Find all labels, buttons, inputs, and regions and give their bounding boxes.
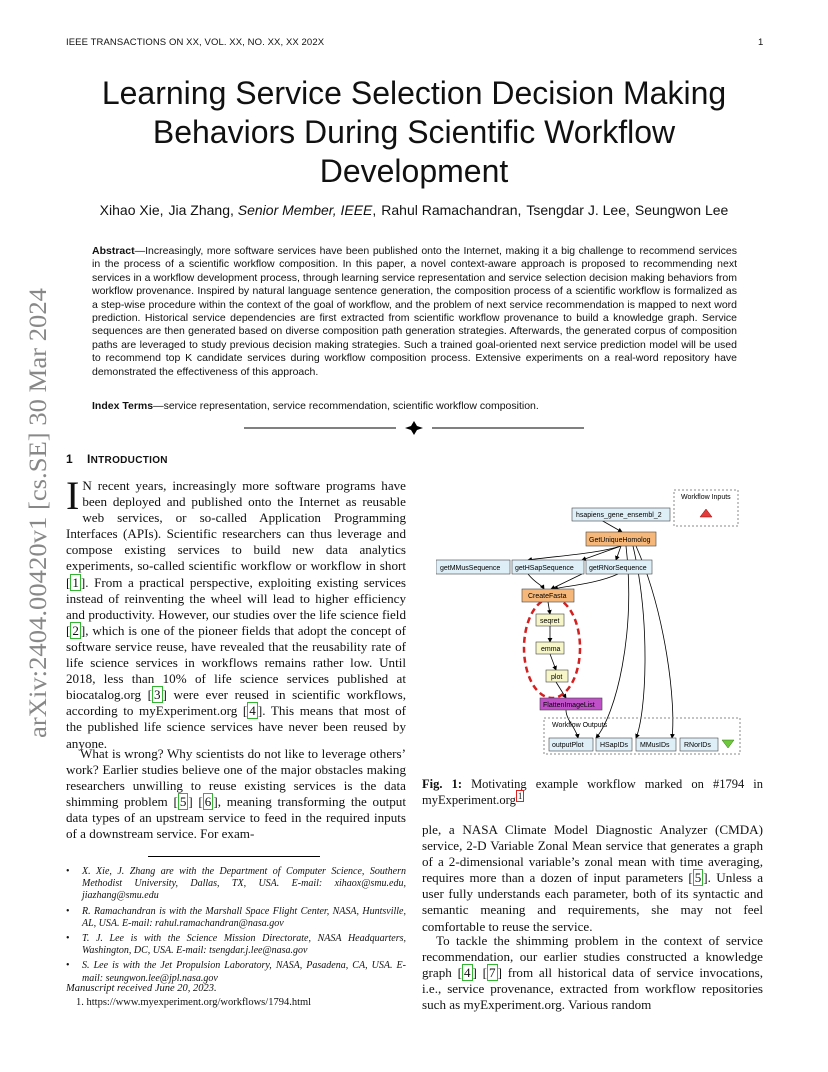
- intro-text: recent years, increasingly more software programs have been deployed and published onto the Internet as reusable web services, or so-called Application Programming Interfaces (APIs). Scientific researchers can thus leverage and compose existing services to build new data analytics experiments, so-called scientific workflow or workflow in short: [66, 478, 406, 574]
- bullet-icon: •: [66, 933, 70, 945]
- node-label: GetUniqueHomolog: [589, 537, 651, 544]
- intro-paragraph: I N recent years, increasingly more software programs have been deployed and published onto the Internet as reusable web services, or so-called Application Programming Interfaces (APIs). Scientific researchers can thus leverage and compose existing services to build new data analytics experiments, so-called scientific workflow or workflow in short [ 1 ]. From a practical perspective, exploiting existing services instead of reinventing the wheel will lead to higher efficiency and productivity. However, our studies over the life science field [ 2 ], which is one of the pioneer fields that adopt the concept of software service reuse, have revealed that the reusability rate of life science services in workflows remains rather low. Until 2018, less than 10% of life science services published at biocatalog.org [ 3 ] were ever reused in scientific workflows, according to myExperiment.org [ 4 ]. This means that most of the published life science services have never been reused by anyone.: [66, 473, 406, 751]
- caption-label: Fig. 1:: [422, 777, 462, 791]
- index-terms-text: —service representation, service recommendation, scientific workflow composition.: [153, 400, 539, 412]
- author-separator: ,: [372, 202, 377, 218]
- node-label: hsapiens_gene_ensembl_2: [576, 512, 662, 519]
- workflow-inputs-group: [674, 490, 738, 526]
- bullet-icon: •: [66, 866, 70, 877]
- footnote-link[interactable]: 1: [517, 791, 523, 801]
- affiliation-text: S. Lee is with the Jet Propulsion Laboratory, NASA, Pasadena, CA, USA. E-mail: seungwon.lee@jpl.nasa.gov: [82, 960, 406, 984]
- node-label: getHSapSequence: [515, 565, 574, 572]
- intro-text: were ever reused in scientific workflows, according to myExperiment.org: [66, 687, 406, 719]
- page-number: 1: [758, 37, 764, 48]
- footnote-rule: [148, 856, 320, 857]
- citation-link[interactable]: 5: [694, 870, 702, 886]
- affiliation-item: [66, 866, 406, 903]
- arxiv-stamp-text: arXiv:2404.00420v1 [cs.SE] 30 Mar 2024: [25, 315, 52, 738]
- citation-link[interactable]: 6: [204, 794, 212, 810]
- affiliation-text: T. J. Lee is with the Science Mission Directorate, NASA Headquarters, Washington, DC, USA. E-mail: tsengdar.j.lee@nasa.gov: [82, 933, 406, 957]
- citation-link[interactable]: 4: [463, 965, 471, 981]
- section-title-rest: NTRODUCTION: [90, 455, 168, 466]
- node-label: Workflow Outputs: [552, 722, 608, 729]
- journal-header: IEEE TRANSACTIONS ON XX, VOL. XX, NO. XX, XX 202X: [66, 37, 325, 48]
- paper-title: Learning Service Selection Decision Making Behaviors During Scientific Workflow Development: [101, 75, 727, 189]
- node-label: HSapIDs: [600, 742, 629, 749]
- arxiv-stamp: [14, 283, 54, 743]
- body-paragraph: ple, a NASA Climate Model Diagnostic Analyzer (CMDA) service, 2-D Variable Zonal Mean service that generates a graph of a 2-dimensional variable’s zonal mean with time averaging, requires more than a dozen of input parameters [ 5 ]. Unless a user fully understands each parameter, both of its syntactic and semantic meaning and requirements, she may not feel comfortable to reuse the service.: [422, 822, 764, 934]
- figure-caption: [422, 777, 763, 808]
- node-label: getRNorSequence: [589, 565, 647, 572]
- intro-text: . From a practical perspective, exploiting existing services instead of reinventing the wheel will lead to higher efficiency and productivity. However, our studies over the life science field: [66, 574, 406, 622]
- node-label: getMMusSequence: [440, 565, 501, 572]
- citation-link[interactable]: 3: [153, 687, 161, 703]
- node-label: MMusIDs: [640, 742, 670, 749]
- body-text: from all historical data of service invocations, i.e., service provenance, extracted from workflow repositories such as myExperiment.org. Various random: [422, 965, 764, 1013]
- body-text: To tackle the shimming problem in the context of service recommendation, our earlier studies constructed a knowledge graph: [422, 933, 763, 981]
- citation-link[interactable]: 4: [249, 703, 256, 719]
- intro-text: , meaning transforming the output data types of an upstream service to feed in the required inputs of a downstream service. For exam-: [66, 794, 406, 842]
- body-paragraph: To tackle the shimming problem in the context of service recommendation, our earlier studies constructed a knowledge graph [ 4 ] [ 7 ] from all historical data of service invocations, i.e., service provenance, extracted from workflow repositories such as myExperiment.org. Various random: [422, 933, 764, 1013]
- section-heading: [66, 452, 168, 466]
- drop-cap: I: [66, 473, 80, 518]
- bullet-icon: •: [66, 905, 70, 917]
- first-word-rest: N: [82, 478, 92, 493]
- citation-link[interactable]: 5: [179, 794, 187, 810]
- workflow-figure: [436, 484, 746, 760]
- node-label: emma: [541, 646, 561, 653]
- workflow-outputs-group: [544, 718, 740, 754]
- abstract-label: Abstract: [92, 245, 135, 257]
- affiliation-item: [66, 933, 406, 957]
- section-title-initial: I: [86, 452, 91, 466]
- intro-text: . This means that most of the published life science services have never been reused by anyone.: [66, 703, 406, 751]
- citation-link[interactable]: 7: [489, 965, 496, 981]
- affiliation-text: R. Ramachandran is with the Marshall Space Flight Center, NASA, Huntsville, AL, USA. E-mail: rahul.ramachandran@nasa.gov: [82, 905, 406, 929]
- author-list: [66, 202, 762, 218]
- affiliation-item: [66, 960, 406, 984]
- index-terms: [92, 400, 737, 412]
- intro-text: What is wrong? Why scientists do not like to leverage others’ work? Earlier studies believe one of the major obstacles making researchers unwilling to reuse existing services is the data shimming problem: [66, 746, 406, 810]
- caption-text: Motivating example workflow marked on #1794 in myExperiment.org: [422, 777, 763, 808]
- node-label: outputPlot: [552, 742, 584, 749]
- affiliation-item: [66, 906, 406, 930]
- bullet-icon: •: [66, 960, 70, 972]
- section-number: 1: [66, 452, 73, 466]
- output-triangle-icon: [722, 740, 734, 748]
- node-label: Workflow Inputs: [681, 494, 731, 501]
- body-text: . Unless a user fully understands each parameter, both of its syntactic and semantic meaning and requirements, she may not feel comfortable to reuse the service.: [422, 870, 764, 934]
- node-label: seqret: [540, 618, 560, 625]
- intro-paragraph: What is wrong? Why scientists do not like to leverage others’ work? Earlier studies believe one of the major obstacles making researchers unwilling to reuse existing services is the data shimming problem [ 5 ] [ 6 ], meaning transforming the output data types of an upstream service to feed in the required inputs of a downstream service. For exam-: [66, 746, 406, 842]
- abstract: [92, 245, 737, 379]
- input-triangle-icon: [700, 509, 712, 517]
- index-terms-label: Index Terms: [92, 400, 154, 412]
- intro-text: , which is one of the pioneer fields that adopt the concept of software service reuse, have revealed that the reusability rate of life science services in workflows remains rather low. Until 2018, less than 10% of life science services published at biocatalog.org: [66, 622, 406, 703]
- author-name: Jia Zhang,: [168, 202, 234, 218]
- section-divider: [244, 421, 584, 435]
- author-name: Seungwon Lee: [634, 202, 729, 218]
- manuscript-note: Manuscript received June 20, 2023.: [66, 983, 217, 994]
- node-label: CreateFasta: [528, 593, 567, 600]
- citation-link[interactable]: 2: [72, 622, 79, 638]
- node-label: RNorIDs: [684, 742, 711, 749]
- node-label: FlattenImageList: [543, 702, 595, 709]
- citation-link[interactable]: 1: [72, 574, 79, 590]
- affiliation-text: X. Xie, J. Zhang are with the Department of Computer Science, Southern Methodist University, Dallas, TX, USA. E-mail: xihaox@smu.edu, jiazhang@smu.edu: [82, 866, 406, 902]
- body-text: ple, a NASA Climate Model Diagnostic Analyzer (CMDA) service, 2-D Variable Zonal Mean service that generates a graph of a 2-dimensional variable’s zonal mean with time averaging, requires more than a dozen of input parameters: [422, 822, 763, 886]
- author-name: Tsengdar J. Lee,: [526, 202, 630, 218]
- author-role: Senior Member, IEEE: [237, 202, 373, 218]
- affiliation-list: [66, 866, 406, 988]
- node-label: plot: [551, 674, 563, 681]
- author-name: Rahul Ramachandran,: [381, 202, 522, 218]
- footnote: 1. https://www.myexperiment.org/workflows/1794.html: [76, 997, 312, 1008]
- abstract-text: —Increasingly, more software services have been published onto the Internet, making it a big challenge to recommend services in the process of a scientific workflow composition. In this paper, a novel context-aware approach is proposed to recommending next services in a workflow development process, through learning service representation and service selection decision making behaviors from workflow provenance. Inspired by natural language sentence generation, the composition process of a scientific workflow is formalized as a step-wise procedure within the context of the goal of workflow, and the problem of next service recommendation is mapped to next word prediction. Historical service dependencies are first extracted from scientific workflow provenance to build a knowledge graph. Service sequences are then generated based on diverse composition path generation strategies. Afterwards, the generated corpus of composition paths are leveraged to study previous decision making strategies. Such a trained goal-oriented next service prediction model will be used to recommend top K candidate services during workflow composition process. Extensive experiments on a real-word repository have demonstrated the effectiveness of this approach.: [92, 245, 737, 378]
- author-name: Xihao Xie,: [99, 202, 164, 218]
